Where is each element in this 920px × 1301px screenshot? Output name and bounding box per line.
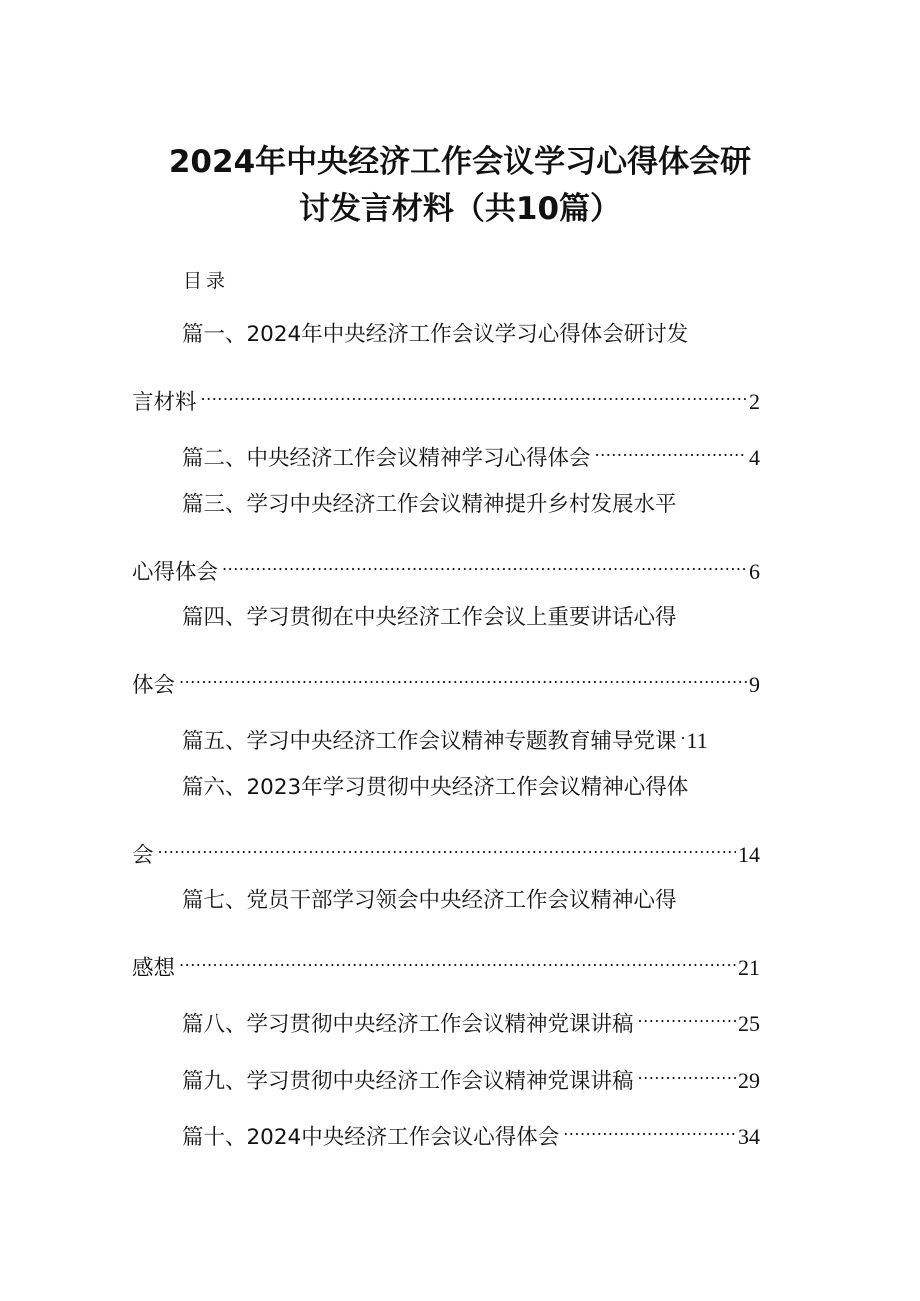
toc-entry-title: 篇九、学习贯彻中央经济工作会议精神党课讲稿: [182, 1069, 634, 1094]
toc-entry-title: 篇四、学习贯彻在中央经济工作会议上重要讲话心得: [182, 605, 677, 630]
toc-page-number: 11: [686, 728, 708, 753]
toc-entry-title: 篇三、学习中央经济工作会议精神提升乡村发展水平: [182, 492, 677, 517]
toc-leader-dots: [681, 714, 685, 748]
toc-entry-title: 篇七、党员干部学习领会中央经济工作会议精神心得: [182, 888, 677, 913]
toc-page-number: 9: [749, 672, 760, 697]
toc-entry-4[interactable]: [132, 601, 760, 635]
toc-leader-dots: [638, 1054, 736, 1088]
toc-entry-1[interactable]: [132, 318, 760, 352]
toc-entry-9[interactable]: [132, 1054, 760, 1094]
toc-entry-title: 篇十、2024中央经济工作会议心得体会: [182, 1125, 560, 1150]
toc-entry-title: 篇二、中央经济工作会议精神学习心得体会: [182, 446, 591, 471]
toc-page-number: 6: [749, 559, 760, 584]
toc-entry-1-continuation[interactable]: [132, 375, 760, 415]
toc-page-number: 2: [749, 389, 760, 414]
toc-entry-title: 篇八、学习贯彻中央经济工作会议精神党课讲稿: [182, 1012, 634, 1037]
toc-entry-6-continuation[interactable]: [132, 828, 760, 868]
toc-page-number: 34: [738, 1124, 760, 1149]
toc-entry-title: 篇五、学习中央经济工作会议精神专题教育辅导党课: [182, 729, 677, 754]
toc-page-number: 14: [738, 842, 760, 867]
toc-entry-4-continuation[interactable]: [132, 658, 760, 698]
toc-entry-6[interactable]: [132, 771, 760, 805]
toc-leader-dots: [638, 997, 736, 1031]
document-title-line-2: 讨发言材料（共10篇）: [298, 191, 622, 227]
toc-page-number: 29: [738, 1068, 760, 1093]
toc-entry-2[interactable]: [132, 431, 760, 471]
toc-leader-dots: [179, 941, 736, 975]
toc-entry-title: 体会: [132, 673, 176, 698]
toc-page-number: 4: [749, 445, 760, 470]
toc-leader-dots: [158, 828, 736, 862]
toc-entry-8[interactable]: [132, 997, 760, 1037]
toc-entry-10[interactable]: [132, 1110, 760, 1150]
toc-heading: 目录: [183, 270, 230, 292]
toc-page-number: 25: [738, 1011, 760, 1036]
toc-entry-title: 会: [132, 843, 154, 868]
toc-entry-title: 篇六、2023年学习贯彻中央经济工作会议精神心得体: [182, 775, 689, 800]
toc-entry-7-continuation[interactable]: [132, 941, 760, 981]
toc-entry-title: 感想: [132, 956, 176, 981]
toc-leader-dots: [222, 545, 747, 579]
toc-page-number: 21: [738, 955, 760, 980]
toc-entry-5[interactable]: [132, 714, 760, 754]
toc-leader-dots: [179, 658, 747, 692]
toc-entry-title: 心得体会: [132, 560, 219, 585]
toc-leader-dots: [201, 375, 747, 409]
document-title-line-1: 2024年中央经济工作会议学习心得体会研: [168, 144, 752, 180]
toc-entry-7[interactable]: [132, 884, 760, 918]
toc-leader-dots: [595, 431, 747, 465]
toc-entry-title: 篇一、2024年中央经济工作会议学习心得体会研讨发: [182, 322, 689, 347]
toc-entry-title: 言材料: [132, 390, 197, 415]
toc-entry-3[interactable]: [132, 488, 760, 522]
toc-leader-dots: [563, 1110, 736, 1144]
toc-entry-3-continuation[interactable]: [132, 545, 760, 585]
